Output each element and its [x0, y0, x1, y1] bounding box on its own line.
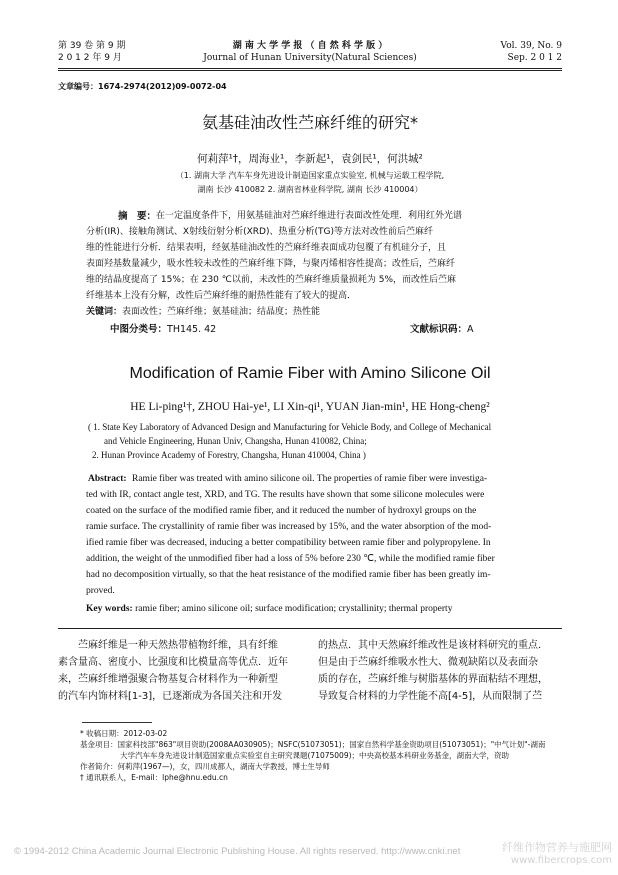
issue-info-en: [470, 40, 562, 64]
abstract-cn-line-3: 维的性能进行分析．结果表明，经氨基硅油改性的苎麻纤维表面成功包覆了有机硅分子，且: [86, 243, 447, 253]
received-date: * 收稿日期：2012-03-02: [80, 729, 168, 738]
title-cn: 氨基硅油改性苎麻纤维的研究*: [201, 113, 418, 132]
section-rule: [58, 628, 562, 629]
issue-date: 2 0 1 2 年 9 月: [58, 53, 122, 63]
document-code-label: 文献标识码：: [410, 324, 468, 335]
abstract-cn-line-2: 分析(IR)、接触角测试、X射线衍射分析(XRD)、热重分析(TG)等方法对改性前后苎麻纤: [86, 227, 433, 237]
authors-en: HE Li-ping¹†, ZHOU Hai-ye¹, LI Xin-qi¹, YUAN Jian-min¹, HE Hong-cheng²: [130, 401, 490, 413]
keywords-en-value: ramie fiber; amino silicone oil; surface modification; crystallinity; thermal property: [135, 604, 453, 614]
abstract-en-line-6: addition, the weight of the unmodified fiber had a loss of 5% before 230 ℃, while the modified ramie fiber: [86, 554, 495, 564]
abstract-en-line-7: had no decomposition virtually, so that the heat resistance of the modified ramie fiber has been greatly im-: [86, 570, 491, 580]
body-right-line-2: 但是由于苎麻纤维吸水性大、微观缺陷以及表面杂: [318, 657, 538, 668]
document-code: [410, 322, 474, 337]
abstract-en-label: Abstract:: [88, 474, 127, 484]
journal-name: [190, 40, 430, 64]
title-en: Modification of Ramie Fiber with Amino Silicone Oil: [129, 365, 491, 382]
body-left-line-3: 来，苎麻纤维增强聚合物基复合材料作为一种新型: [58, 674, 278, 685]
abstract-en-line-5: ified ramie fiber was decreased, inducing a better compatibility between ramie fiber and polypropylene. In: [86, 538, 491, 548]
copyright-notice: © 1994-2012 China Academic Journal Electronic Publishing House. All rights reserved. http://www.cnki.net: [14, 846, 461, 857]
keywords-cn-label: 关键词：: [86, 307, 123, 317]
issue-info: [58, 40, 125, 64]
body-column-left: [58, 637, 304, 705]
authors-cn: 何莉萍¹†，周海业¹，李新起¹，袁剑民¹，何洪城²: [197, 153, 423, 165]
volume-issue: 第 39 卷 第 9 期: [58, 41, 126, 51]
keywords-cn-value: 表面改性；苎麻纤维；氨基硅油；结晶度；热性能: [122, 307, 321, 317]
abstract-en-line-4: ramie surface. The crystallinity of ramie fiber was increased by 15%, and the water absorption of the mod-: [86, 522, 492, 532]
abstract-en-line-8: proved.: [86, 586, 115, 596]
journal-name-en: Journal of Hunan University(Natural Sciences): [203, 53, 417, 63]
affiliation-en-2: and Vehicle Engineering, Hunan Univ, Changsha, Hunan 410082, China;: [104, 436, 367, 446]
affiliation-en-3: 2. Hunan Province Academy of Forestry, Changsha, Hunan 410004, China ): [92, 450, 366, 460]
header-rule-2: [58, 70, 562, 71]
affiliation-cn-2: 湖南 长沙 410082 2. 湖南省林业科学院, 湖南 长沙 410004）: [197, 185, 423, 194]
affiliation-cn-1: （1. 湖南大学 汽车车身先进设计制造国家重点实验室, 机械与运载工程学院,: [175, 171, 445, 180]
issue-date-en: Sep. 2 0 1 2: [507, 53, 562, 63]
document-code-value: A: [467, 324, 474, 335]
body-left-line-2: 素含量高、密度小、比强度和比模量高等优点．近年: [58, 657, 288, 668]
abstract-cn-line-6: 纤维基本上没有分解，改性后苎麻纤维的耐热性能有了较大的提高．: [86, 291, 357, 301]
header-rule: [58, 68, 562, 69]
body-left-line-1: 苎麻纤维是一种天然热带植物纤维，具有纤维: [78, 640, 278, 651]
body-right-line-4: 导致复合材料的力学性能不高[4-5]，从而限制了苎: [318, 691, 543, 702]
contact-email: † 通讯联系人，E-mail：lphe@hnu.edu.cn: [80, 773, 228, 782]
watermark-url: www.fibercrops.com: [510, 855, 612, 866]
abstract-en-line-3: coated on the surface of the modified ramie fiber, and it reduced the number of hydroxyl groups on the: [86, 506, 477, 516]
clc-number: [110, 322, 216, 337]
fund-line-1: 基金项目：国家科技部"863"项目资助(2008AA030905)；NSFC(51073051)；国家自然科学基金资助项目(51073051)；"中气计划"-湖南: [80, 740, 546, 749]
body-column-right: [318, 637, 562, 705]
body-right-line-1: 的热点．其中天然麻纤维改性是该材料研究的重点．: [318, 640, 548, 651]
abstract-cn-label: 摘 要：: [118, 211, 157, 222]
watermark: [476, 839, 612, 866]
abstract-cn-line-4: 表面羟基数量减少，吸水性较未改性的苎麻纤维下降，与聚丙烯相容性提高；改性后，苎麻纤: [86, 259, 456, 269]
abstract-cn-line-1: 在一定温度条件下，用氨基硅油对苎麻纤维进行表面改性处理．利用红外光谱: [156, 211, 463, 221]
keywords-en: [86, 602, 562, 618]
abstract-en-line-2: ted with IR, contact angle test, XRD, and TG. The results have shown that some silicone molecules were: [86, 490, 485, 500]
clc-label: 中图分类号：: [110, 324, 168, 335]
footnote-rule: [82, 722, 152, 723]
keywords-en-label: Key words:: [86, 604, 133, 614]
volume-issue-en: Vol. 39, No. 9: [500, 41, 562, 51]
body-right-line-3: 质的存在，苎麻纤维与树脂基体的界面粘结不理想，: [318, 674, 548, 685]
abstract-en-line-1: Ramie fiber was treated with amino silicone oil. The properties of ramie fiber were investiga-: [132, 474, 488, 484]
journal-name-cn: 湖 南 大 学 学 报 （ 自 然 科 学 版 ）: [232, 41, 388, 51]
keywords-cn: [86, 305, 320, 320]
abstract-cn-line-5: 维的结晶度提高了 15%；在 230 ℃以前，未改性的苎麻纤维质量损耗为 5%，而改性后苎麻: [86, 275, 457, 285]
affiliation-en-1: ( 1. State Key Laboratory of Advanced Design and Manufacturing for Vehicle Body, and College of Mechanical: [88, 422, 492, 432]
fund-line-2: 大学汽车车身先进设计制造国家重点实验室自主研究课题(71075009)；中央高校基本科研业务基金，湖南大学，资助: [120, 751, 510, 760]
watermark-cn: 纤维作物营养与施肥网: [502, 841, 612, 854]
body-left-line-4: 的汽车内饰材料[1-3]，已逐渐成为各国关注和开发: [58, 691, 283, 702]
clc-value: TH145. 42: [167, 324, 217, 335]
author-bio: 作者简介：何莉萍(1967—)，女，四川成都人，湖南大学教授，博士生导师: [80, 762, 330, 771]
footnotes: [80, 728, 562, 783]
article-number: 文章编号：1674-2974(2012)09-0072-04: [58, 82, 227, 91]
